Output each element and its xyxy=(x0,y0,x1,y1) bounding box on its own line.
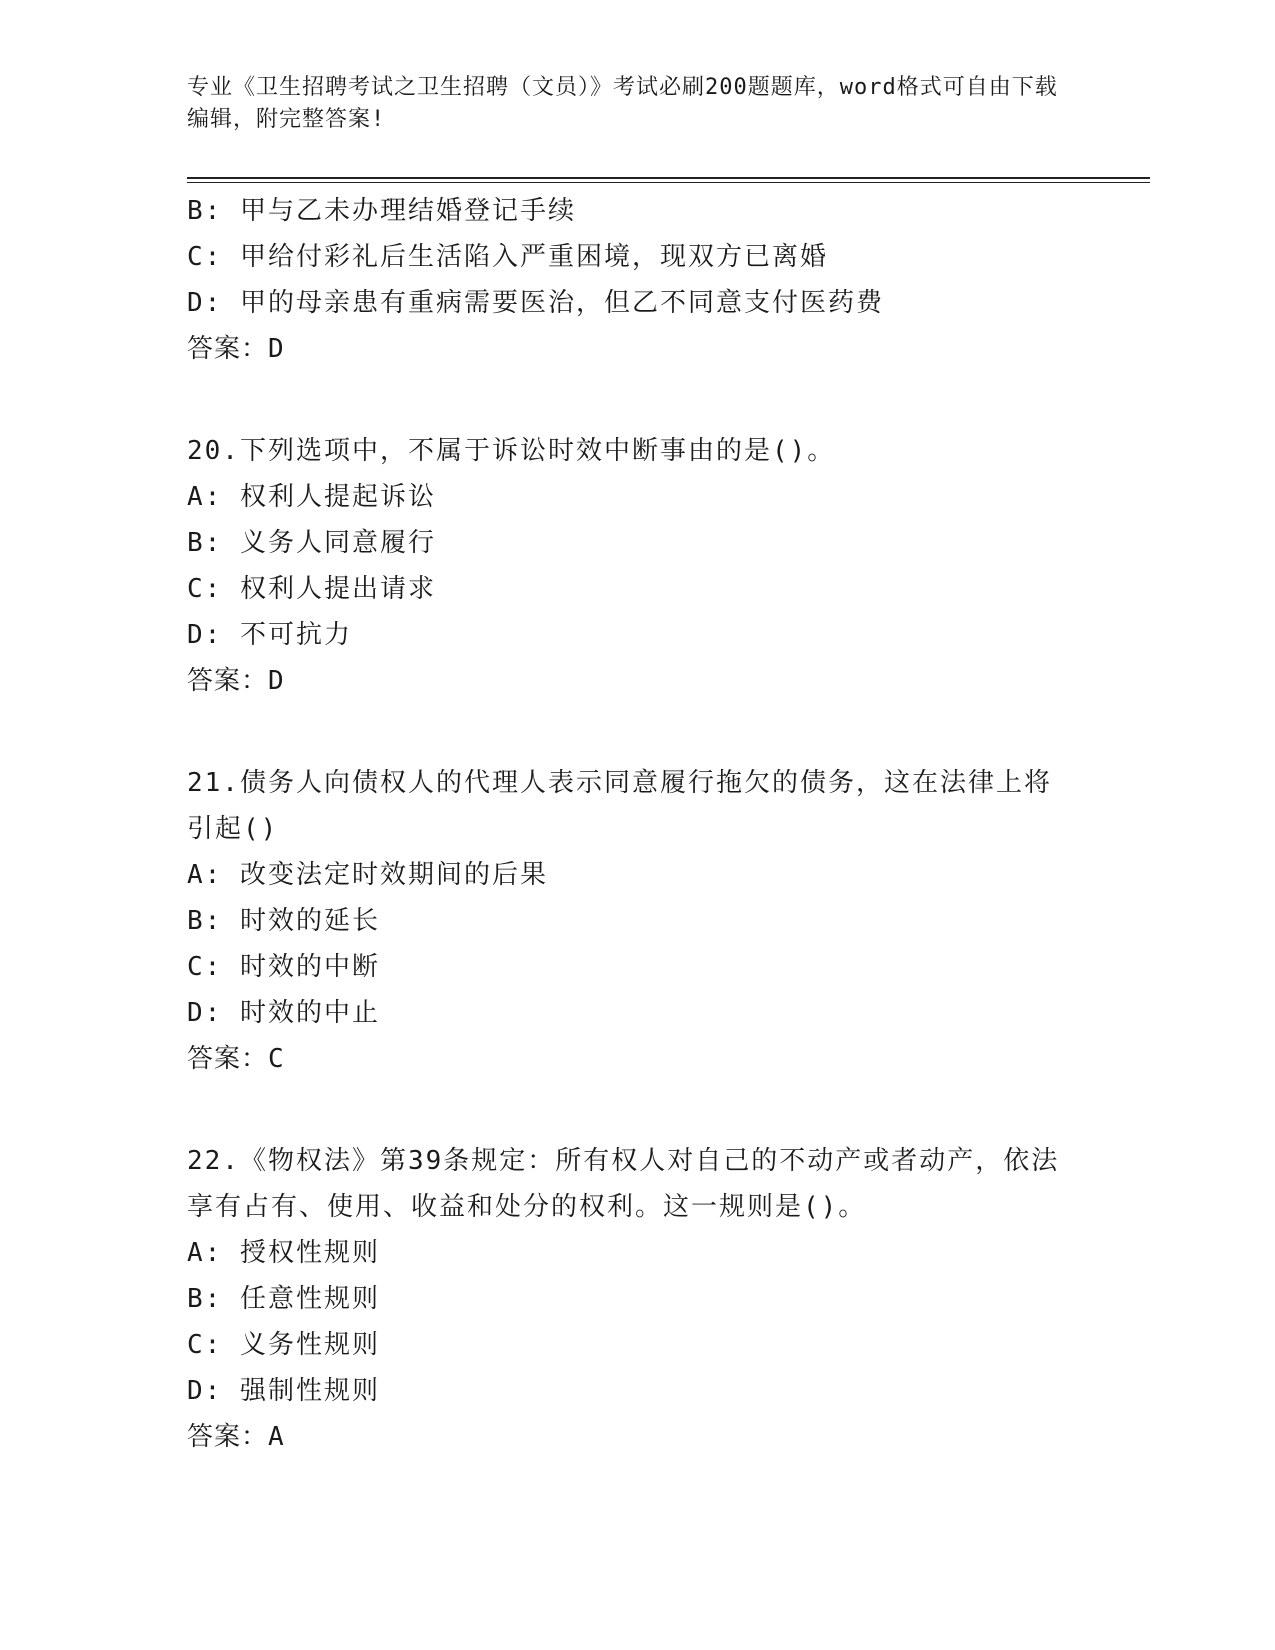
option-d: D: 强制性规则 xyxy=(187,1376,380,1406)
option-b: B: 任意性规则 xyxy=(187,1284,380,1314)
question-text: 20.下列选项中，不属于诉讼时效中断事由的是()。 xyxy=(187,436,836,466)
question-text: 22.《物权法》第39条规定：所有权人对自己的不动产或者动产，依法享有占有、使用、收益和处分的权利。这一规则是()。 xyxy=(187,1146,1060,1222)
option-c: C: 甲给付彩礼后生活陷入严重困境，现双方已离婚 xyxy=(187,242,828,272)
option-d: D: 甲的母亲患有重病需要医治，但乙不同意支付医药费 xyxy=(187,288,884,318)
answer: 答案：D xyxy=(187,334,285,364)
question-list xyxy=(187,188,1087,1460)
option-c: C: 义务性规则 xyxy=(187,1330,380,1360)
option-a: A: 授权性规则 xyxy=(187,1238,380,1268)
option-d: D: 不可抗力 xyxy=(187,620,352,650)
document-header: 专业《卫生招聘考试之卫生招聘（文员）》考试必刷200题题库，word格式可自由下载编辑，附完整答案! xyxy=(187,75,1058,132)
previous-question-tail xyxy=(187,188,1087,372)
option-c: C: 权利人提出请求 xyxy=(187,574,436,604)
answer: 答案：A xyxy=(187,1422,285,1452)
option-b: B: 时效的延长 xyxy=(187,906,380,936)
question-text: 21.债务人向债权人的代理人表示同意履行拖欠的债务，这在法律上将引起() xyxy=(187,768,1052,844)
option-b: B: 义务人同意履行 xyxy=(187,528,436,558)
option-a: A: 改变法定时效期间的后果 xyxy=(187,860,548,890)
header-divider xyxy=(187,177,1150,183)
option-a: A: 权利人提起诉讼 xyxy=(187,482,436,512)
option-c: C: 时效的中断 xyxy=(187,952,380,982)
question-20 xyxy=(187,428,1087,704)
answer: 答案：C xyxy=(187,1044,285,1074)
option-b: B: 甲与乙未办理结婚登记手续 xyxy=(187,196,576,226)
question-21 xyxy=(187,760,1087,1082)
question-22 xyxy=(187,1138,1087,1460)
option-d: D: 时效的中止 xyxy=(187,998,380,1028)
answer: 答案：D xyxy=(187,666,285,696)
